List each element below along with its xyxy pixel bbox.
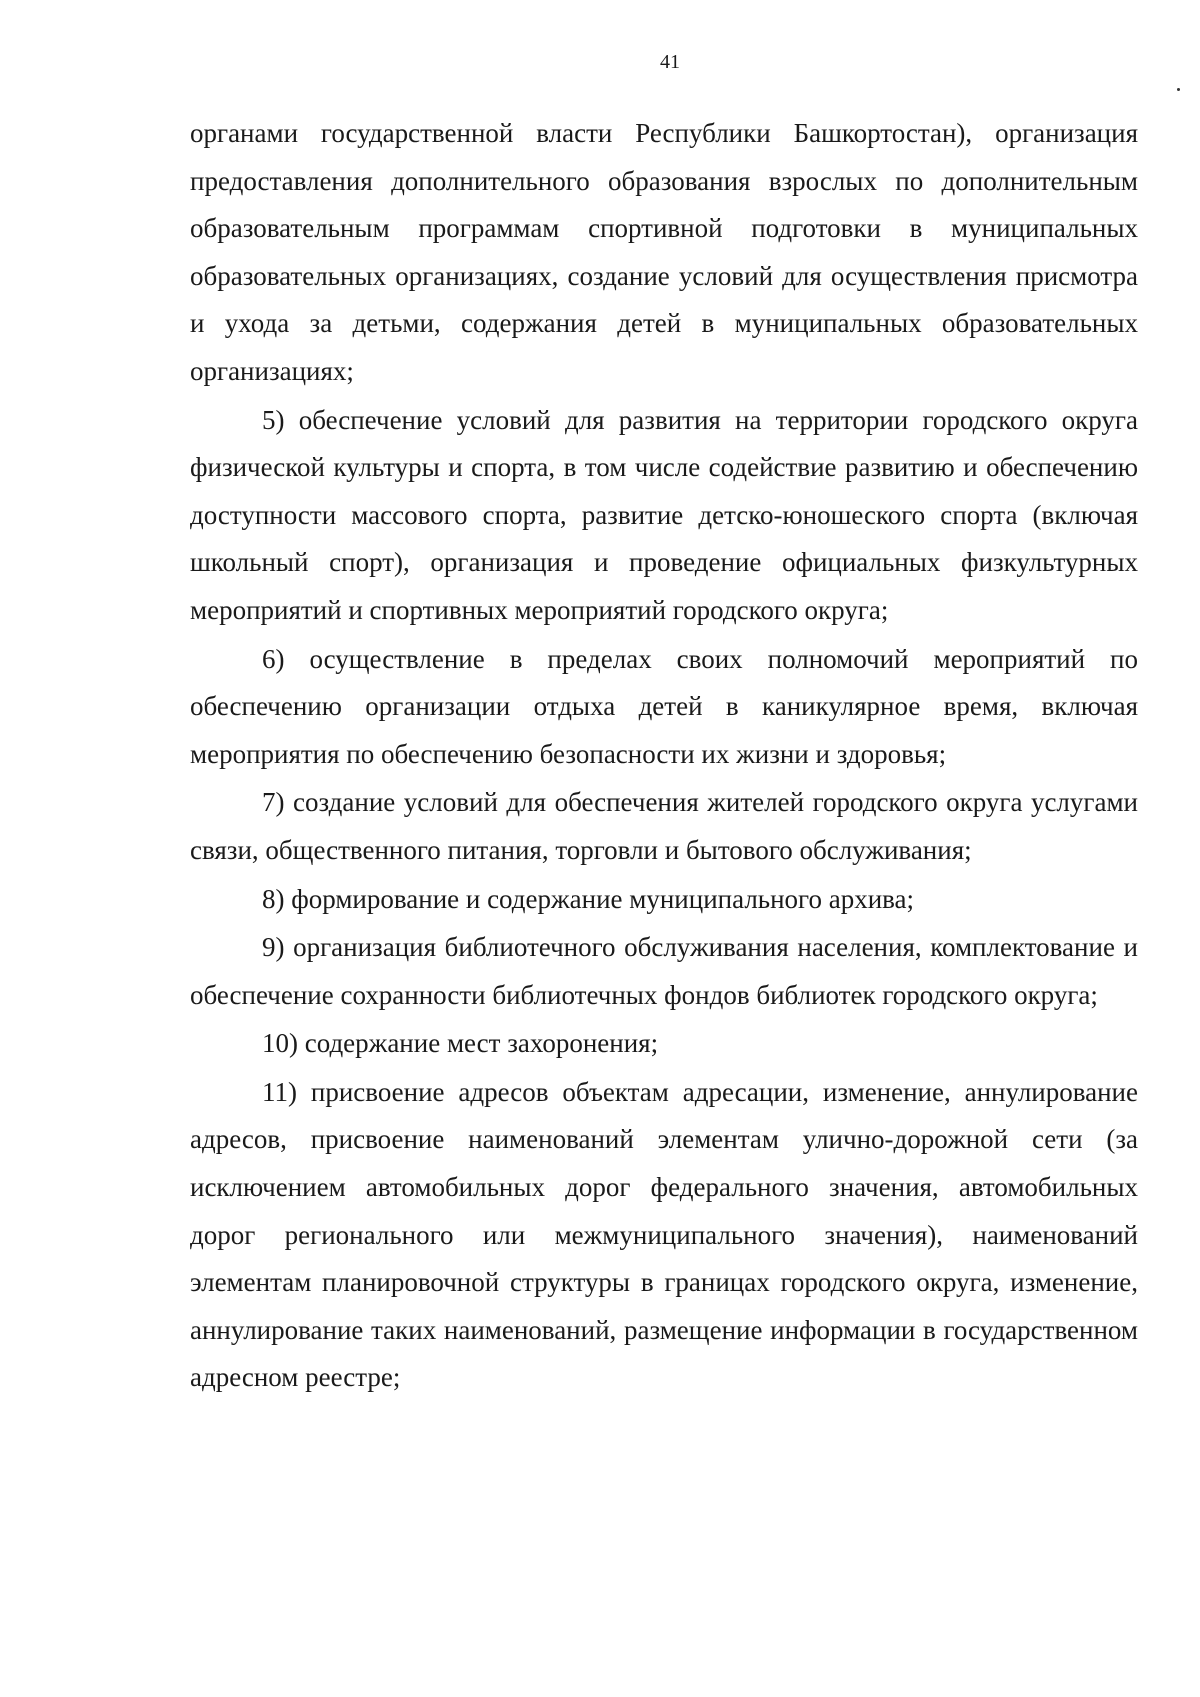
paragraph-item-10: 10) содержание мест захоронения; (262, 1028, 659, 1059)
document-body (190, 110, 1138, 1402)
paragraph-continuation: органами государственной власти Республики Башкортостан), организация предоставления дополнительного образования взрослых по дополнительным образовательным программам спортивной подготовки в муниципальных образовательных организациях, создание условий для осуществления присмотра и ухода за детьми, содержания детей в муниципальных образовательных организациях; (190, 118, 1138, 386)
paragraph-item-11: 11) присвоение адресов объектам адресации, изменение, аннулирование адресов, присвоение наименований элементам улично-дорожной сети (за исключением автомобильных дорог федерального значения, автомобильных дорог регионального или межмуниципального значения), наименований элементам планировочной структуры в границах городского округа, изменение, аннулирование таких наименований, размещение информации в государственном адресном реестре; (190, 1076, 1138, 1393)
paragraph-item-9: 9) организация библиотечного обслуживания населения, комплектование и обеспечение сохранности библиотечных фондов библиотек городского округа; (190, 932, 1138, 1010)
page-number: 41 (660, 51, 680, 73)
paragraph-item-8: 8) формирование и содержание муниципального архива; (262, 883, 915, 914)
paragraph-item-7: 7) создание условий для обеспечения жителей городского округа услугами связи, общественного питания, торговли и бытового обслуживания; (190, 787, 1138, 865)
paragraph-item-6: 6) осуществление в пределах своих полномочий мероприятий по обеспечению организации отдыха детей в каникулярное время, включая мероприятия по обеспечению безопасности их жизни и здоровья; (190, 643, 1138, 769)
scan-speck (1177, 88, 1180, 91)
paragraph-item-5: 5) обеспечение условий для развития на территории городского округа физической культуры и спорта, в том числе содействие развитию и обеспечению доступности массового спорта, развитие детско-юношеского спорта (включая школьный спорт), организация и проведение официальных физкультурных мероприятий и спортивных мероприятий городского округа; (190, 404, 1138, 625)
